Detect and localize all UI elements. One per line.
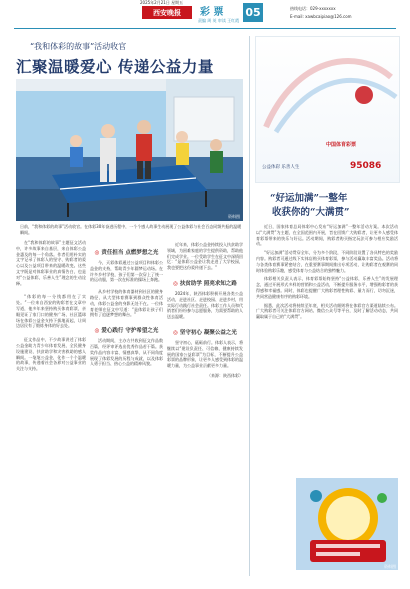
- paper-logo: 西安晚报: [142, 6, 192, 19]
- side-article-body: [256, 224, 398, 474]
- side-paragraph: 近日，国家体育总局体彩中心发布“好运加满”一整年活动方案。本次活动以“大满贯”为主题，在全国范围内开展，旨在回馈广大购彩者，让更多人感受体育彩票带来的快乐与好运。活动期间，购彩者购买指定玩法可参与相应奖励活动。: [256, 224, 398, 247]
- ad-artwork: [256, 37, 399, 137]
- subheading: ◎ 爱心践行 守护希望之光: [94, 328, 159, 335]
- column-3-paragraph: 近年来，体彩公益金持续投入扶贫助学领域，为困难家庭的学生提供资助，帮助他们完成学业。一位受助学生在征文中深情回忆：“是体彩公益金让我走进了大学校园，我也要把这份爱传递下去。”: [167, 242, 243, 271]
- photo-caption: 日前，“我和体彩的故事”活动收官。在体彩30年奋进历程中，一个个感人故事生动展现了公益体彩与社会百态同频共振的温暖瞬间。: [20, 224, 242, 235]
- article-column-1: [16, 240, 86, 560]
- masthead-rule: [14, 28, 396, 29]
- ad-hotline: 95086: [350, 161, 382, 171]
- lottery-ad: [255, 36, 400, 183]
- subheading: ◎ 责任担当 点燃梦想之光: [94, 250, 159, 256]
- article-headline: 汇聚温暖爱心 传递公益力量: [16, 57, 214, 76]
- email: E-mail: xawbcaipiao@126.com: [290, 14, 352, 19]
- ad-slogan: 公益体彩 乐善人生: [262, 165, 300, 170]
- main-photo: [16, 79, 243, 221]
- hotline: 热线电话：029-xxxxxxx: [290, 6, 336, 11]
- side-paragraph: 据悉，此次活动将持续至年底，相关活动细则将在体彩官方渠道陆续公布。广大购彩者可关注体彩官方网站、微信公众号等平台，及时了解活动动态，共同赢取属于自己的“大满贯”。: [256, 302, 398, 320]
- photo-credit: 资料图: [228, 214, 240, 220]
- column-1-paragraph: 征文作品中，不少故事讲述了体彩公益金助力青少年体育发展、全民健身设施建设、扶贫助学和灾害救助的感人瞬间。一笔笔公益金，化作一个个温暖的故事，传递着社会各界对公益事业的关注与支持。: [16, 337, 86, 372]
- column-divider: [249, 36, 250, 576]
- column-2-paragraph: 从乡村学校的体育器材到社区的健身路径，从大型体育赛事到群众性体育活动，体彩公益金的身影无处不在。一位体育老师在征文中写道：“是体彩让孩子们拥有了追逐梦想的舞台。”: [90, 289, 163, 318]
- masthead: [0, 0, 410, 30]
- column-2-paragraph: 今，天彩体彩通过公益项目和体彩公益金的支持，帮助青少年圆梦运动场。在许多乡村学校，孩子们第一次穿上了统一的运动服，第一次在标准的操场上奔跑。: [90, 260, 163, 283]
- side-photo: [296, 478, 398, 570]
- article-column-3: [167, 240, 243, 560]
- side-paragraph: “好运加满”活动贯穿全年，分为多个阶段，不同阶段设置了各具特色的奖励内容。购彩者可通过线下实体店购买体育彩票，参与活动赢取丰富奖品。活动将与各类体育赛事紧密结合，在重要赛事期间推出专项活动，让购彩者在观赛的同时体验购彩乐趣，感受体育与公益结合的独特魅力。: [256, 250, 398, 273]
- page-number: 05: [243, 3, 263, 22]
- side-photo-credit: 资料图: [384, 564, 396, 570]
- end-note: （来源：陕西体彩）: [207, 372, 243, 378]
- article-kicker: “我和体彩的故事”活动收官: [30, 42, 127, 51]
- column-3-paragraph: 2024年，陕西体彩积极开展各类公益活动，走进社区、走进校园、走进乡村，用实际行动践行社会责任。体彩工作人员和代销者们纷纷参与志愿服务，为需要帮助的人送去温暖。: [167, 290, 243, 320]
- column-1-paragraph: “体彩的每一分钱都用在了实处。”一位来自西安的购彩者在文章中写道，他多年来坚持购买体育彩票，亲眼见证了家门口的健身广场、社区篮球场在体彩公益金支持下拔地而起，让周边居民有了锻炼身体的好去处。: [16, 294, 86, 329]
- subheading: ◎ 坚守初心 凝聚公益之光: [173, 329, 237, 336]
- subheading: ◎ 扶贫助学 照亮求知之路: [173, 280, 237, 287]
- ad-brand: 中国体育彩票: [326, 142, 357, 148]
- column-1-paragraph: 在“我和体彩的故事”主题征文活动中，许多故事来自基层，来自体彩公益金惠及的每一个角落。作者们用朴实的文字记录了体彩人的坚守、购彩者的爱心以及公益项目带来的温暖改变。这些文字既是对体彩事业的真情告白，也是对“公益体彩，乐善人生”理念的生动诠释。: [16, 240, 86, 286]
- side-headline-2: 收获你的“大满贯”: [272, 207, 350, 218]
- editors-line: 责编 周 英 审读 王红霞: [198, 18, 240, 23]
- column-3-paragraph: 坚守初心，砥砺前行。体彩人表示，将继续以“建设负责任、可信赖、健康持续发展的国家公益彩票”为目标，不断提升公益彩票的品牌形象，让更多人感受到体彩的温暖力量，为公益事业贡献更多力量。: [167, 339, 243, 369]
- article-column-2: [90, 240, 163, 560]
- side-paragraph: 体彩相关负责人表示，体育彩票始终坚持“公益体彩，乐善人生”的发展理念，通过开展形式多样的营销和公益活动，不断提升服务水平，增强购彩者的获得感和幸福感。同时，体彩也提醒广大购彩者理性购彩、量力而行，切勿沉迷，共同营造健康有序的购彩环境。: [256, 276, 398, 299]
- date-line: 2025年2月21日 星期五: [140, 0, 184, 5]
- side-headline-1: “好运加满”一整年: [270, 193, 348, 204]
- section-title: 彩 票: [200, 7, 224, 18]
- column-2-paragraph: 活动期间，主办方共收到征文作品数百篇，经评审评选出优秀作品若干篇。获奖作品内容丰富、情感真挚，从不同角度展现了体彩发展的历程与成就，以及体彩人勇于担当、热心公益的精神风貌。: [90, 338, 163, 367]
